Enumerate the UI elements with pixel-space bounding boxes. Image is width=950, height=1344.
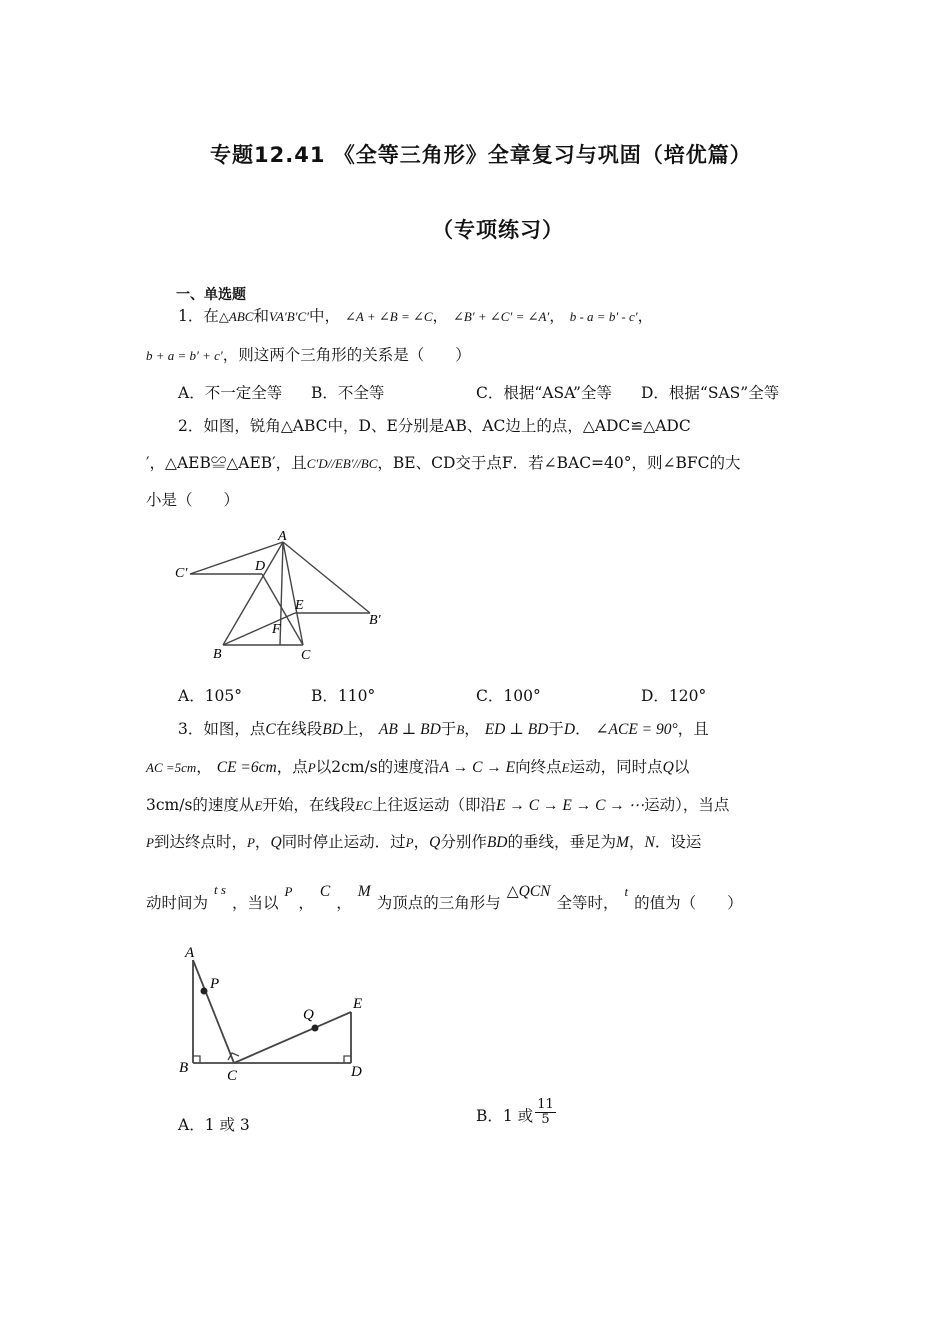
- q3-label-p: P: [210, 976, 220, 992]
- q3-text: ．: [575, 720, 591, 738]
- q3-text: ，: [336, 894, 352, 912]
- q1-question-tail: ，则这两个三角形的关系是（ ）: [222, 346, 471, 364]
- q3-point-p: P: [146, 835, 154, 850]
- q3-text: 3．如图，点: [178, 720, 266, 738]
- question-2-line-1: 2．如图，锐角△ABC中，D、E分别是AB、AC边上的点，△ADC≌△ADC: [178, 417, 691, 435]
- q3-variable-t: t: [624, 884, 629, 899]
- fraction-denominator: 5: [541, 1112, 550, 1127]
- q3-point-b: B: [456, 722, 465, 737]
- q3-time-t: t s: [214, 882, 226, 897]
- q3-text: ，当以: [231, 894, 279, 912]
- q3-text: 为顶点的三角形与: [376, 894, 501, 912]
- q3-text: 同时停止运动．过: [281, 833, 406, 851]
- q3-text: 到达终点时，: [153, 833, 247, 851]
- q3-text: 分别作: [440, 833, 487, 851]
- q3-speed-q: 3cm/s: [146, 796, 193, 814]
- q2-figure: [170, 525, 400, 665]
- q3-path-q: E → C → E → C → ⋯: [496, 797, 645, 814]
- q3-point-e: E: [254, 798, 263, 813]
- q2-option-a[interactable]: A．105°: [178, 687, 243, 705]
- q1-text: 和: [253, 307, 269, 325]
- q2-label-c-prime: C′: [175, 566, 188, 581]
- q3-text: ，: [413, 833, 430, 851]
- q3-label-b: B: [179, 1060, 189, 1076]
- section-heading-single-choice: 一、单选题: [176, 287, 246, 303]
- q3-label-q: Q: [303, 1007, 314, 1023]
- q1-triangle-abc-prime: VA′B′C′: [268, 309, 310, 324]
- q2-label-e: E: [295, 598, 304, 613]
- document-title: 专题12.41 《全等三角形》全章复习与巩固（培优篇）: [210, 143, 752, 167]
- question-3-line-1: [178, 719, 709, 740]
- q2-option-c[interactable]: C．100°: [476, 687, 541, 705]
- q2-label-f: F: [272, 622, 281, 637]
- q3-text: ．设运: [654, 833, 702, 851]
- q3-text: ，且: [677, 720, 709, 738]
- q2-option-d[interactable]: D．120°: [641, 687, 707, 705]
- q2-text: ，BE、CD交于点F．若∠BAC=40°，则∠BFC的大: [377, 454, 741, 472]
- q1-condition-2: ∠B′ + ∠C′ = ∠A′: [452, 309, 550, 324]
- q3-text: 上，: [342, 720, 374, 738]
- q3-text: 上往返运动（即沿: [372, 796, 497, 814]
- q3-perp-ab: AB ⊥ BD: [378, 721, 441, 738]
- document-subtitle: （专项练习）: [432, 218, 564, 242]
- q3-point-e: E: [561, 760, 570, 775]
- q1-option-d[interactable]: D．根据“SAS”全等: [641, 384, 780, 402]
- q3-option-b-text: B．1 或: [476, 1106, 534, 1125]
- q1-text: 在: [203, 307, 219, 325]
- q3-text: 向终点: [515, 758, 562, 776]
- q3-text: ，: [298, 894, 314, 912]
- q2-label-d: D: [255, 559, 266, 574]
- q3-text: 运动，同时点: [569, 758, 663, 776]
- q3-length-ce: CE =6cm: [216, 759, 277, 776]
- q1-option-c[interactable]: C．根据“ASA”全等: [476, 384, 612, 402]
- q3-label-c: C: [227, 1068, 238, 1084]
- q3-point-m: M: [616, 834, 629, 851]
- q3-text: 动时间为: [146, 894, 209, 912]
- q3-point-q: Q: [429, 834, 441, 851]
- q3-point-p-marker: [201, 988, 208, 995]
- q3-figure: [170, 940, 380, 1085]
- q3-option-b[interactable]: [476, 1098, 556, 1127]
- q3-text: ，: [628, 833, 645, 851]
- q3-label-a: A: [185, 945, 195, 961]
- question-3-line-4: [146, 832, 701, 853]
- q3-speed-p: 2cm/s: [331, 758, 378, 776]
- q2-label-b-prime: B′: [369, 613, 381, 628]
- q3-segment-bd: BD: [486, 834, 508, 851]
- q3-text: 全等时，: [556, 894, 619, 912]
- q3-text: 的速度从: [192, 796, 255, 814]
- q3-text: 以: [673, 758, 690, 776]
- q3-text: 于: [440, 720, 457, 738]
- q3-point-d: D: [563, 721, 576, 738]
- q3-text: ，: [254, 833, 271, 851]
- q3-point-q-marker: [312, 1025, 319, 1032]
- q3-text: ，: [464, 720, 480, 738]
- q1-number: 1．: [178, 307, 204, 325]
- q3-path-p: A → C → E: [439, 759, 516, 776]
- q2-text: ′，△AEB≌△AEB′，且: [146, 454, 307, 472]
- q3-point-q: Q: [270, 834, 282, 851]
- q3-option-a[interactable]: A．1 或 3: [178, 1116, 250, 1134]
- question-3-line-3: [146, 795, 729, 816]
- q3-text: 于: [548, 720, 564, 738]
- q2-option-b[interactable]: B．110°: [311, 687, 376, 705]
- q3-label-d: D: [351, 1064, 362, 1080]
- q3-point-m: M: [357, 883, 371, 900]
- q3-point-p: P: [246, 835, 255, 850]
- q1-triangle-abc: △ABC: [218, 309, 254, 324]
- q1-text: 中，: [309, 307, 341, 325]
- q3-triangle-qcn: △QCN: [506, 883, 551, 900]
- q3-length-ac: AC =5cm: [146, 760, 197, 775]
- q3-perp-ed: ED ⊥ BD: [484, 721, 549, 738]
- q2-parallel-condition: C′D//EB′//BC: [306, 456, 378, 471]
- q1-option-b[interactable]: B．不全等: [311, 384, 385, 402]
- q3-point-c: C: [319, 883, 331, 900]
- question-1-line-2: [146, 345, 471, 366]
- q3-text: 运动），当点: [644, 796, 730, 814]
- q3-text: 的垂线，垂足为: [507, 833, 617, 851]
- q3-point-c: C: [265, 721, 276, 738]
- q1-condition-1: ∠A + ∠B = ∠C: [344, 309, 433, 324]
- question-3-line-5: [146, 882, 743, 914]
- question-2-line-2: [146, 453, 741, 474]
- q3-point-p: P: [405, 835, 414, 850]
- q3-text: 以: [315, 758, 332, 776]
- q2-label-c: C: [301, 648, 311, 663]
- q3-segment-ec: EC: [355, 798, 373, 813]
- q3-point-p: P: [307, 760, 316, 775]
- q3-label-e: E: [353, 996, 363, 1012]
- q3-text: 在线段: [275, 720, 323, 738]
- q3-text: ，: [196, 758, 212, 776]
- q3-segment-bd: BD: [322, 721, 343, 738]
- question-1-line-1: 1．在△ABC和VA′B′C′中， ∠A + ∠B = ∠C， ∠B′ + ∠C′ = ∠A′， b - a = b′ - c′，: [178, 307, 654, 325]
- q3-text: 的值为（ ）: [634, 894, 743, 912]
- question-2-line-3: 小是（ ）: [146, 491, 240, 509]
- q2-label-a: A: [278, 529, 287, 544]
- q3-point-n: N: [644, 834, 655, 851]
- fraction-numerator: 11: [537, 1097, 554, 1112]
- q3-point-q: Q: [662, 759, 674, 776]
- question-3-line-2: [146, 757, 689, 778]
- q3-point-p: P: [284, 884, 293, 899]
- q3-text: ，点: [276, 758, 308, 776]
- q1-condition-3: b - a = b′ - c′: [569, 309, 638, 324]
- q1-condition-4: b + a = b′ + c′: [146, 348, 223, 363]
- q3-angle-ace: ∠ACE = 90°: [595, 721, 678, 738]
- q1-option-a[interactable]: A．不一定全等: [178, 384, 283, 402]
- q3-option-b-fraction: [535, 1098, 556, 1127]
- q2-label-b: B: [213, 647, 222, 662]
- q3-text: 开始，在线段: [262, 796, 356, 814]
- q3-text: 的速度沿: [377, 758, 440, 776]
